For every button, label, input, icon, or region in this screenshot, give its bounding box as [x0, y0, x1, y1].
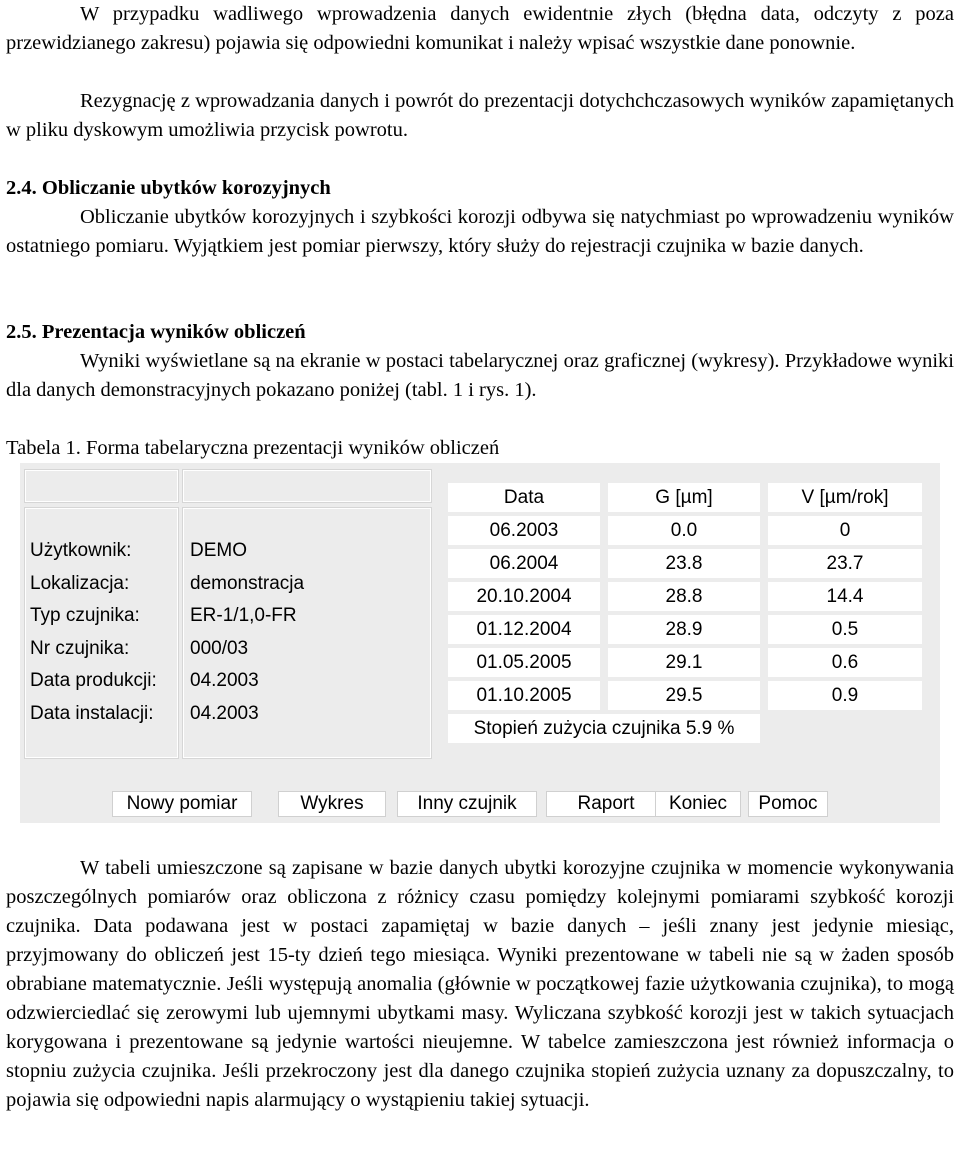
- report-button[interactable]: Raport: [546, 791, 666, 817]
- header-rate: V [µm/rok]: [768, 483, 922, 512]
- new-measurement-button[interactable]: Nowy pomiar: [112, 791, 252, 817]
- result-date: 20.10.2004: [448, 582, 600, 611]
- result-loss: 28.8: [608, 582, 760, 611]
- chart-button[interactable]: Wykres: [278, 791, 386, 817]
- sensor-info-value: DEMO: [190, 540, 247, 561]
- results-table: [448, 481, 922, 748]
- help-button[interactable]: Pomoc: [748, 791, 828, 817]
- paragraph-cancel-entry: [6, 87, 954, 145]
- sensor-info-value: ER-1/1,0-FR: [190, 605, 297, 626]
- wear-summary-row: [448, 712, 922, 748]
- result-loss: 28.9: [608, 615, 760, 644]
- result-loss: 0.0: [608, 516, 760, 545]
- button-bar: [20, 788, 940, 818]
- paragraph-text: W przypadku wadliwego wprowadzenia danych ewidentnie złych (błędna data, odczyty z poza przewidzianego zakresu) pojawia się odpowiedni komunikat i należy wpisać wszystkie dane ponownie.: [6, 3, 954, 54]
- results-window: [20, 463, 940, 823]
- paragraph-table-description: [6, 854, 954, 1115]
- table-row: [448, 580, 922, 613]
- table-row: [448, 547, 922, 580]
- section-heading-2-4: 2.4. Obliczanie ubytków korozyjnych: [6, 177, 331, 199]
- sensor-info-value: demonstracja: [190, 572, 305, 594]
- sensor-info-value: 04.2003: [190, 670, 259, 691]
- result-date: 06.2003: [448, 516, 600, 545]
- result-rate: 0.5: [768, 615, 922, 644]
- results-header-row: [448, 481, 922, 514]
- paragraph-text: Rezygnację z wprowadzania danych i powrót do prezentacji dotychchczasowych wyników zapamiętanych w pliku dyskowym umożliwia przycisk powrotu.: [6, 90, 954, 141]
- sensor-info-label: Typ czujnika:: [30, 605, 140, 626]
- paragraph-text: W tabeli umieszczone są zapisane w bazie danych ubytki korozyjne czujnika w momencie wykonywania poszczególnych pomiarów oraz obliczona z różnicy czasu pomiędzy kolejnymi pomiarami szybkość korozji czujnika. Data podawana jest w postaci zapamiętaj w bazie danych – jeśli znany jest jedynie miesiąc, przyjmowany do obliczeń jest 15-ty dzień tego miesiąca. Wyniki prezentowane w tabeli nie są w żaden sposób obrabiane matematycznie. Jeśli występują anomalia (głównie w początkowej fazie użytkowania czujnika), to mogą odzwierciedlać się zerowymi lub ujemnymi ubytkami masy. Wyliczana szybkość korozji jest w takich sytuacjach korygowana i prezentowane są jedynie wartości nieujemne. W tabelce zamieszczona jest również informacja o stopniu zużycia czujnika. Jeśli przekroczony jest dla danego czujnika stopień zużycia uznany za dopuszczalny, to pojawia się odpowiedni napis alarmujący o wystąpieniu takiej sytuacji.: [6, 857, 954, 1111]
- result-date: 01.10.2005: [448, 681, 600, 710]
- result-rate: 23.7: [768, 549, 922, 578]
- table-row: [448, 646, 922, 679]
- result-loss: 29.5: [608, 681, 760, 710]
- result-date: 01.12.2004: [448, 615, 600, 644]
- result-loss: 23.8: [608, 549, 760, 578]
- section-heading-2-5: 2.5. Prezentacja wyników obliczeń: [6, 321, 306, 343]
- result-loss: 29.1: [608, 648, 760, 677]
- result-date: 06.2004: [448, 549, 600, 578]
- result-rate: 14.4: [768, 582, 922, 611]
- sensor-info-value: 04.2003: [190, 702, 259, 724]
- header-loss: G [µm]: [608, 483, 760, 512]
- table-row: [448, 514, 922, 547]
- sensor-info-label: Lokalizacja:: [30, 572, 130, 594]
- wear-summary: Stopień zużycia czujnika 5.9 %: [448, 714, 760, 743]
- result-rate: 0.6: [768, 648, 922, 677]
- table-row: [448, 679, 922, 712]
- table-caption: Tabela 1. Forma tabelaryczna prezentacji wyników obliczeń: [6, 437, 500, 459]
- paragraph-corrosion-calc: [6, 203, 954, 261]
- other-sensor-button[interactable]: Inny czujnik: [397, 791, 537, 817]
- paragraph-invalid-data: [6, 0, 954, 58]
- end-button[interactable]: Koniec: [655, 791, 741, 817]
- sensor-info-label: Data produkcji:: [30, 670, 157, 691]
- sensor-info-value: 000/03: [190, 637, 249, 659]
- sensor-info-label: Data instalacji:: [30, 702, 154, 724]
- paragraph-text: Obliczanie ubytków korozyjnych i szybkości korozji odbywa się natychmiast po wprowadzeniu wyników ostatniego pomiaru. Wyjątkiem jest pomiar pierwszy, który służy do rejestracji czujnika w bazie danych.: [6, 206, 954, 257]
- header-date: Data: [448, 483, 600, 512]
- paragraph-results-display: [6, 347, 954, 405]
- result-date: 01.05.2005: [448, 648, 600, 677]
- sensor-info-label: Użytkownik:: [30, 540, 132, 561]
- grid-cell: [182, 469, 432, 503]
- sensor-info-panel: [24, 469, 432, 759]
- paragraph-text: Wyniki wyświetlane są na ekranie w postaci tabelarycznej oraz graficznej (wykresy). Przykładowe wyniki dla danych demonstracyjnych pokazano poniżej (tabl. 1 i rys. 1).: [6, 350, 954, 401]
- result-rate: 0.9: [768, 681, 922, 710]
- grid-cell: [24, 469, 179, 503]
- result-rate: 0: [768, 516, 922, 545]
- sensor-info-label: Nr czujnika:: [30, 637, 130, 659]
- table-row: [448, 613, 922, 646]
